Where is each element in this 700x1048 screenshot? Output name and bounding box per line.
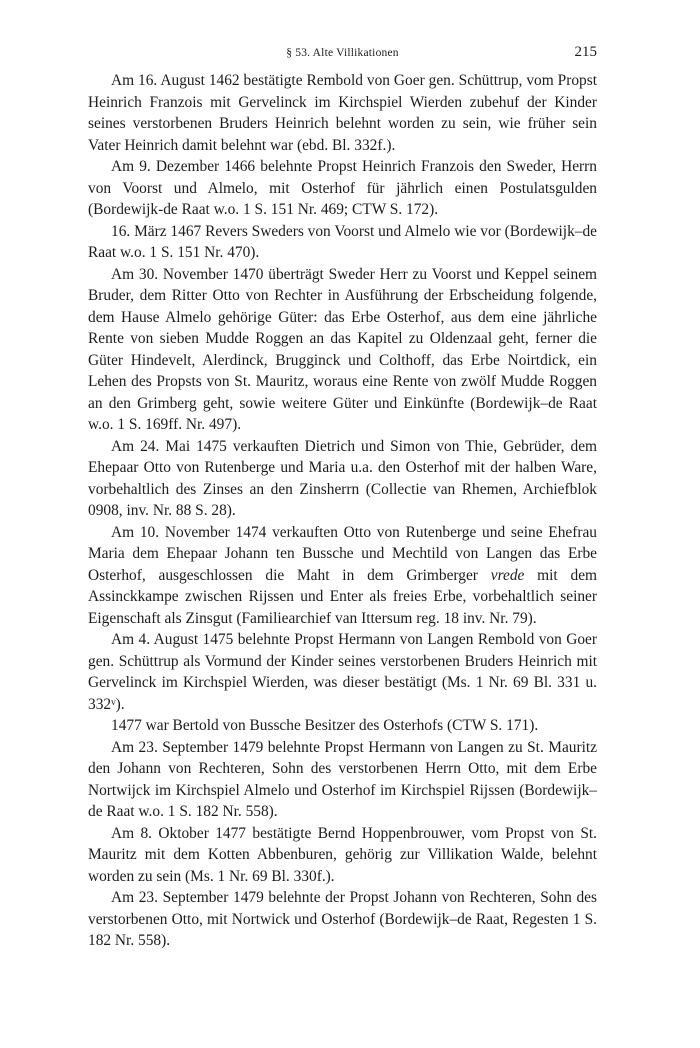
paragraph-text: mit dem Assinckkampe zwischen Rijssen und Enter als freies Erbe, vorbehaltlich seiner Eigenschaft als Zinsgut (Familiearchief van Ittersum reg. 18 inv. Nr. 79). <box>88 566 597 627</box>
running-header <box>88 44 597 64</box>
paragraph: Am 16. August 1462 bestätigte Rembold von Goer gen. Schüttrup, vom Propst Heinrich Franzois mit Gervelinck im Kirchspiel Wierden zubehuf der Kinder seines verstorbenen Bruders Heinrich belehnt worden zu sein, wie früher sein Vater Heinrich damit belehnt war (ebd. Bl. 332f.). <box>88 72 597 154</box>
paragraph: Am 24. Mai 1475 verkauften Dietrich und Simon von Thie, Gebrüder, dem Ehepaar Otto von Rutenberge und Maria u.a. den Osterhof mit der halben Ware, vorbehaltlich des Zinses an den Zinsherrn (Collectie van Rhemen, Archiefblok 0908, inv. Nr. 88 S. 28). <box>88 437 597 519</box>
paragraph: Am 9. Dezember 1466 belehnte Propst Heinrich Franzois den Sweder, Herrn von Voorst und Almelo, mit Osterhof für jährlich einen Postulatsgulden (Bordewijk-de Raat w.o. 1 S. 151 Nr. 469; CTW S. 172). <box>88 158 597 218</box>
paragraph: Am 23. September 1479 belehnte Propst Hermann von Langen zu St. Mauritz den Johann von Rechteren, Sohn des verstorbenen Herrn Otto, mit dem Erbe Nortwijck im Kirchspiel Almelo und Osterhof im Kirchspiel Rijssen (Bordewijk–de Raat w.o. 1 S. 182 Nr. 558). <box>88 738 597 820</box>
paragraph: Am 8. Oktober 1477 bestätigte Bernd Hoppenbrouwer, vom Propst von St. Mauritz mit dem Kotten Abbenburen, gehörig zur Villikation Walde, belehnt worden zu sein (Ms. 1 Nr. 69 Bl. 330f.). <box>88 824 597 885</box>
paragraph <box>88 522 597 630</box>
paragraph: Am 4. August 1475 belehnte Propst Hermann von Langen Rembold von Goer gen. Schüttrup als Vormund der Kinder seines verstorbenen Bruders Heinrich mit Gervelinck im Kirchspiel Wierden, was dieser bestätigt (Ms. 1 Nr. 69 Bl. 331 u. 332ᵛ). <box>88 631 597 713</box>
paragraph: 1477 war Bertold von Bussche Besitzer des Osterhofs (CTW S. 171). <box>111 717 539 734</box>
italic-term: vrede <box>490 566 525 584</box>
paragraph: Am 30. November 1470 überträgt Sweder Herr zu Voorst und Keppel seinem Bruder, dem Ritter Otto von Rechter in Ausführung der Erbscheidung folgende, dem Hause Almelo gehörige Güter: das Erbe Osterhof, aus dem eine jährliche Rente von sieben Mudde Roggen an das Kapitel zu Oldenzaal geht, ferner die Güter Hindevelt, Alerdinck, Brugginck und Colthoff, das Erbe Noirtdick, ein Lehen des Propsts von St. Mauritz, woraus eine Rente von zwölf Mudde Roggen an den Grimberg geht, sowie weitere Güter und Einkünfte (Bordewijk–de Raat w.o. 1 S. 169ff. Nr. 497). <box>88 265 597 433</box>
paragraph: 16. März 1467 Revers Sweders von Voorst und Almelo wie vor (Bordewijk–de Raat w.o. 1 S. 151 Nr. 470). <box>88 222 597 261</box>
body-text <box>88 70 597 952</box>
paragraph-text: Am 10. November 1474 verkauften Otto von Rutenberge und seine Ehefrau Maria dem Ehepaar Johann ten Bussche und Mechtild von Langen das Erbe Osterhof, ausgeschlossen die Maht in dem Grimberger <box>88 523 597 584</box>
paragraph: Am 23. September 1479 belehnte der Propst Johann von Rechteren, Sohn des verstorbenen Otto, mit Nortwick und Osterhof (Bordewijk–de Raat, Regesten 1 S. 182 Nr. 558). <box>88 889 597 949</box>
running-title: § 53. Alte Villikationen <box>286 47 399 59</box>
page-number: 215 <box>574 44 597 60</box>
